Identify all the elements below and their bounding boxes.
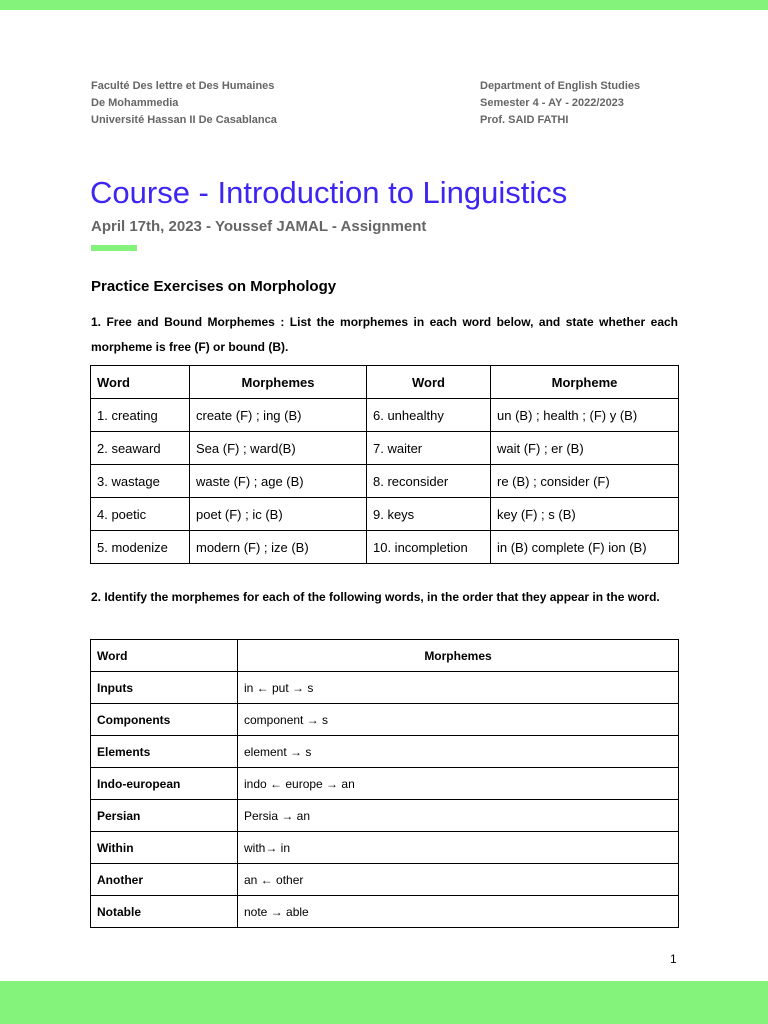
header-left-line: Université Hassan II De Casablanca: [91, 114, 277, 126]
table-row: [91, 896, 679, 928]
header-right-line: Department of English Studies: [480, 80, 641, 92]
morpheme-cell: key (F) ; s (B): [491, 498, 679, 531]
section-title: Practice Exercises on Morphology: [91, 278, 337, 295]
table-row: [91, 432, 679, 465]
top-accent-band: [0, 0, 768, 10]
morpheme-cell: with→ in: [238, 832, 679, 864]
morpheme-cell: un (B) ; health ; (F) y (B): [491, 399, 679, 432]
table-row: [91, 768, 679, 800]
question-1: 1. Free and Bound Morphemes : List the morphemes in each word below, and state whether each morpheme is free (F) or bound (B).: [91, 315, 678, 354]
header-right-line: Prof. SAID FATHI: [480, 114, 569, 126]
word-cell: 4. poetic: [91, 498, 190, 531]
table-row: [91, 864, 679, 896]
header-left-line: Faculté Des lettre et Des Humaines: [91, 80, 275, 92]
word-cell: Components: [91, 704, 238, 736]
morpheme-cell: in (B) complete (F) ion (B): [491, 531, 679, 564]
word-cell: 5. modenize: [91, 531, 190, 564]
word-cell: Inputs: [91, 672, 238, 704]
page-number: 1: [670, 952, 677, 966]
title-accent-bar: [91, 245, 137, 251]
table-header-cell: Word: [91, 366, 190, 399]
morpheme-cell: indo ← europe → an: [238, 768, 679, 800]
morpheme-cell: Sea (F) ; ward(B): [190, 432, 367, 465]
morpheme-cell: note → able: [238, 896, 679, 928]
word-cell: Notable: [91, 896, 238, 928]
table-header-cell: Morphemes: [238, 640, 679, 672]
assignment-subtitle: April 17th, 2023 - Youssef JAMAL - Assignment: [91, 218, 427, 235]
morpheme-cell: poet (F) ; ic (B): [190, 498, 367, 531]
word-cell: 7. waiter: [367, 432, 491, 465]
morpheme-cell: component → s: [238, 704, 679, 736]
bottom-accent-band: [0, 981, 768, 1024]
word-cell: Elements: [91, 736, 238, 768]
table-row: [91, 832, 679, 864]
word-cell: 10. incompletion: [367, 531, 491, 564]
table-row: [91, 736, 679, 768]
table-row: [91, 399, 679, 432]
course-title: Course - Introduction to Linguistics: [90, 175, 568, 210]
morpheme-cell: in ← put → s: [238, 672, 679, 704]
question-2: 2. Identify the morphemes for each of the following words, in the order that they appear in the word.: [91, 590, 660, 604]
word-cell: Within: [91, 832, 238, 864]
word-cell: 6. unhealthy: [367, 399, 491, 432]
morpheme-cell: wait (F) ; er (B): [491, 432, 679, 465]
morpheme-cell: waste (F) ; age (B): [190, 465, 367, 498]
header-left-line: De Mohammedia: [91, 97, 179, 109]
morpheme-table-1: [90, 365, 679, 564]
morpheme-cell: element → s: [238, 736, 679, 768]
word-cell: 3. wastage: [91, 465, 190, 498]
header-right-line: Semester 4 - AY - 2022/2023: [480, 97, 624, 109]
morpheme-cell: re (B) ; consider (F): [491, 465, 679, 498]
word-cell: Indo-european: [91, 768, 238, 800]
table-header-cell: Morpheme: [491, 366, 679, 399]
table-row: [91, 465, 679, 498]
word-cell: 9. keys: [367, 498, 491, 531]
table-header-row: [91, 366, 679, 399]
table-header-cell: Word: [91, 640, 238, 672]
table-row: [91, 704, 679, 736]
word-cell: 8. reconsider: [367, 465, 491, 498]
faculty-header: [91, 78, 277, 129]
table-row: [91, 531, 679, 564]
morpheme-cell: Persia → an: [238, 800, 679, 832]
word-cell: Persian: [91, 800, 238, 832]
table-row: [91, 800, 679, 832]
department-header: [480, 78, 640, 129]
word-cell: 2. seaward: [91, 432, 190, 465]
table-row: [91, 672, 679, 704]
morpheme-table-2: [90, 639, 679, 928]
morpheme-cell: create (F) ; ing (B): [190, 399, 367, 432]
table-header-cell: Morphemes: [190, 366, 367, 399]
table-header-row: [91, 640, 679, 672]
table-row: [91, 498, 679, 531]
table-header-cell: Word: [367, 366, 491, 399]
word-cell: Another: [91, 864, 238, 896]
morpheme-cell: modern (F) ; ize (B): [190, 531, 367, 564]
word-cell: 1. creating: [91, 399, 190, 432]
morpheme-cell: an ← other: [238, 864, 679, 896]
